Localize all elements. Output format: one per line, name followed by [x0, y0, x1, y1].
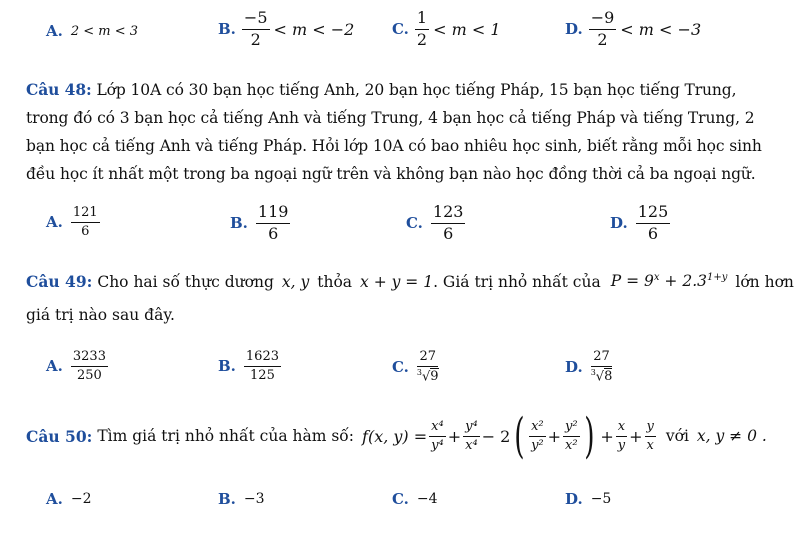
q49-condition: x + y = 1	[360, 272, 434, 291]
option-letter: D.	[610, 214, 628, 233]
question-label: Câu 50:	[26, 426, 93, 446]
numerator: 1	[415, 10, 429, 30]
option-letter: D.	[565, 357, 583, 376]
q48-option-b[interactable]	[230, 204, 290, 243]
formula-exponent: x	[653, 272, 660, 284]
q50-text: với	[665, 427, 689, 445]
denominator: 250	[77, 367, 102, 383]
fraction	[591, 350, 613, 384]
denominator: 125	[250, 367, 275, 383]
option-value: −3	[243, 491, 265, 507]
q47-option-b[interactable]	[218, 10, 354, 49]
option-letter: B.	[218, 20, 236, 39]
radicand: 9	[430, 368, 439, 384]
option-letter: D.	[565, 490, 583, 508]
numerator: x²	[529, 420, 546, 437]
option-letter: D.	[565, 20, 583, 39]
numerator: 27	[591, 350, 612, 367]
fraction	[463, 420, 480, 452]
q48-option-a[interactable]	[46, 206, 100, 238]
q49-text: lớn hơn	[735, 272, 794, 291]
option-letter: C.	[392, 357, 409, 376]
option-expr: < m < 1	[433, 19, 501, 39]
numerator: 1623	[244, 350, 281, 367]
numerator: 119	[256, 204, 291, 224]
fraction	[417, 350, 439, 384]
fraction	[71, 206, 100, 238]
numerator: y	[645, 420, 656, 437]
numerator: x	[616, 420, 627, 437]
q48-line-1	[26, 76, 776, 104]
q49-text: thỏa	[317, 272, 353, 291]
q47-option-d[interactable]	[565, 10, 701, 49]
option-value: −5	[590, 491, 612, 507]
denominator: 6	[443, 223, 454, 243]
fraction	[256, 204, 291, 243]
q48-text: Lớp 10A có 30 bạn học tiếng Anh, 20 bạn học tiếng Pháp, 15 bạn học tiếng Trung,	[96, 81, 737, 99]
q50-option-d[interactable]	[565, 490, 611, 508]
plus-sign: +	[547, 426, 562, 446]
q49-option-a[interactable]	[46, 350, 108, 382]
numerator: y²	[563, 420, 580, 437]
fraction	[244, 350, 281, 382]
numerator: x⁴	[429, 420, 446, 437]
question-label: Câu 49:	[26, 272, 93, 291]
q48-line-3: bạn học cả tiếng Anh và tiếng Pháp. Hỏi lớp 10A có bao nhiêu học sinh, biết rằng mỗi học sinh	[26, 137, 762, 155]
option-letter: B.	[218, 357, 236, 376]
option-letter: C.	[406, 214, 423, 233]
option-expr: < m < −3	[620, 19, 702, 39]
option-letter: A.	[46, 22, 63, 40]
denominator: $^3$√9	[416, 367, 439, 384]
q49-option-c[interactable]	[392, 350, 439, 384]
numerator: 27	[417, 350, 438, 367]
right-paren: )	[583, 408, 595, 464]
q49-formula	[611, 272, 728, 290]
denominator: y	[617, 437, 626, 453]
denominator: 2	[250, 29, 261, 49]
q50-option-b[interactable]	[218, 490, 265, 508]
denominator: y²	[531, 437, 544, 453]
denominator: 2	[416, 29, 428, 49]
formula-part: + 2.3	[659, 272, 707, 291]
q49-text: . Giá trị nhỏ nhất của	[433, 272, 601, 291]
left-paren: (	[514, 408, 525, 464]
option-value: −2	[70, 491, 92, 507]
fraction	[431, 204, 466, 243]
q50-text: Tìm giá trị nhỏ nhất của hàm số:	[97, 427, 355, 445]
denominator: 6	[268, 223, 279, 243]
q48-option-c[interactable]	[406, 204, 465, 243]
denominator: $^3$√8	[590, 367, 613, 384]
denominator: x⁴	[465, 437, 478, 453]
denominator: y⁴	[431, 437, 444, 453]
numerator: 125	[636, 204, 671, 224]
fraction	[563, 420, 580, 452]
fraction	[415, 10, 429, 49]
formula-part: P = 9	[610, 272, 654, 291]
fraction	[616, 420, 627, 452]
option-letter: B.	[230, 214, 248, 233]
plus-sign: +	[629, 426, 643, 446]
formula-exponent: 1+y	[707, 272, 728, 284]
q49-text: Cho hai số thực dương	[97, 272, 274, 291]
option-letter: A.	[46, 490, 63, 508]
function-lhs: f(x, y) =	[362, 426, 428, 446]
denominator: 6	[647, 223, 659, 243]
plus-sign: +	[600, 426, 614, 446]
q49-line-1	[26, 272, 794, 291]
fraction	[242, 10, 270, 49]
option-letter: C.	[392, 490, 409, 508]
fraction	[636, 204, 671, 243]
denominator: x²	[565, 437, 578, 453]
q50-option-a[interactable]	[46, 490, 92, 508]
fraction	[71, 350, 108, 382]
radicand: 8	[604, 368, 613, 384]
numerator: 3233	[71, 350, 108, 367]
option-letter: B.	[218, 490, 236, 508]
denominator: 6	[81, 223, 90, 239]
q48-line-4: đều học ít nhất một trong ba ngoại ngữ trên và không bạn nào học đồng thời cả ba ngoại ngữ.	[26, 165, 756, 183]
q47-option-c[interactable]	[392, 10, 501, 49]
option-expr: 2 < m < 3	[70, 23, 139, 39]
fraction	[429, 420, 446, 452]
root-index: 3	[416, 367, 422, 377]
q48-line-2: trong đó có 3 bạn học cả tiếng Anh và tiếng Trung, 4 bạn học cả tiếng Pháp và tiếng Trung, 2	[26, 109, 755, 127]
numerator: y⁴	[463, 420, 480, 437]
option-letter: A.	[46, 357, 63, 376]
question-label: Câu 48:	[26, 80, 92, 99]
numerator: 123	[431, 204, 466, 224]
numerator: −9	[589, 10, 617, 30]
q48-option-d[interactable]	[610, 204, 670, 243]
minus-two: − 2	[481, 426, 511, 446]
q48-paragraph	[26, 76, 776, 188]
option-letter: C.	[392, 20, 409, 39]
q49-vars: x, y	[281, 272, 310, 291]
fraction	[645, 420, 656, 452]
q50-line	[26, 408, 767, 464]
numerator: 121	[71, 206, 100, 223]
q49-line-2: giá trị nào sau đây.	[26, 306, 175, 324]
numerator: −5	[242, 10, 270, 30]
fraction	[529, 420, 546, 452]
option-value: −4	[416, 491, 438, 507]
q49-option-b[interactable]	[218, 350, 281, 382]
fraction	[589, 10, 617, 49]
q49-option-d[interactable]	[565, 350, 612, 384]
q47-option-a[interactable]	[46, 22, 138, 40]
denominator: x	[646, 437, 654, 453]
q50-option-c[interactable]	[392, 490, 438, 508]
option-expr: < m < −2	[273, 19, 355, 39]
option-letter: A.	[46, 213, 63, 232]
denominator: 2	[597, 29, 608, 49]
root-index: 3	[590, 367, 596, 377]
plus-sign: +	[447, 426, 462, 446]
q50-condition: x, y ≠ 0 .	[696, 427, 767, 445]
